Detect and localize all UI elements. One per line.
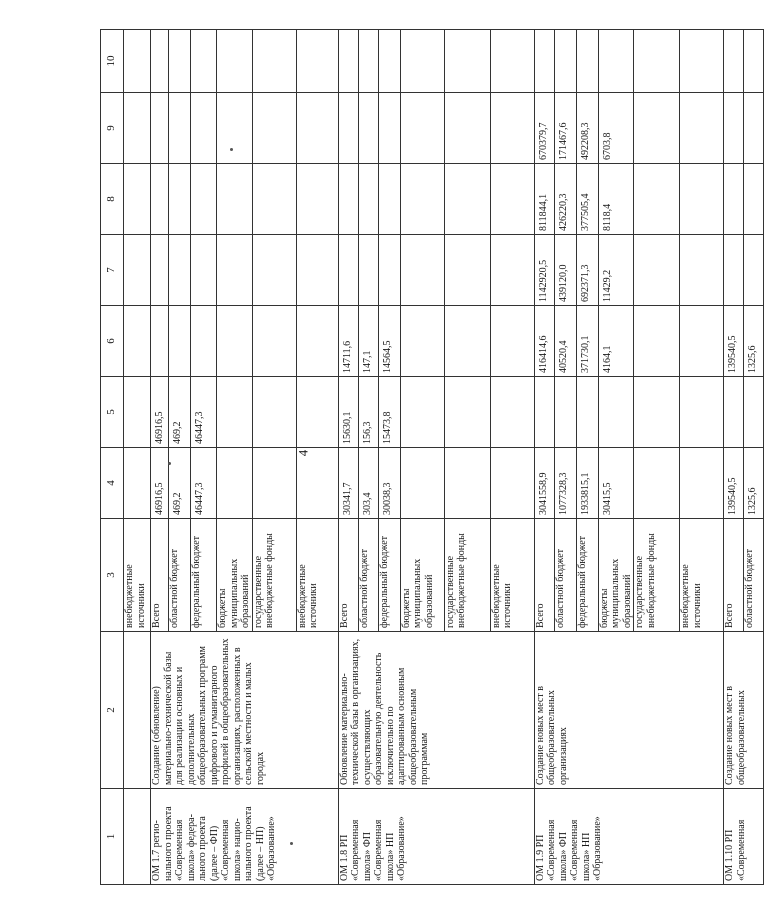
amount-cell	[151, 235, 169, 306]
funding-source-cell: областной бюджет	[554, 519, 576, 632]
amount-cell	[680, 164, 724, 235]
amount-cell	[444, 377, 490, 448]
funding-source-cell: областной бюджет	[744, 519, 764, 632]
amount-cell	[338, 164, 358, 235]
amount-cell: 371730,1	[576, 306, 598, 377]
amount-cell	[169, 30, 191, 93]
continuation-row	[124, 30, 151, 885]
funding-source-cell: Всего	[338, 519, 358, 632]
amount-cell	[217, 164, 253, 235]
measure-code-cell: ОМ 1.7 регио-нального проекта «Современная школа» федера-льного проекта (далее – ФП) «Современная школа» нацио-нального проекта (далее – НП) «Образование»	[151, 789, 339, 885]
amount-cell	[191, 93, 217, 164]
amount-cell: 811844,1	[534, 164, 554, 235]
amount-cell	[252, 164, 296, 235]
funding-source-cell: государственные внебюджетные фонды	[444, 519, 490, 632]
rotated-table-container	[100, 30, 758, 885]
amount-cell: 46916,5	[151, 448, 169, 519]
amount-cell	[169, 93, 191, 164]
amount-cell	[191, 30, 217, 93]
funding-source-cell: областной бюджет	[169, 519, 191, 632]
column-number: 6	[101, 306, 124, 377]
measure-description-cell: Создание (обновление) материально-технической базы для реализации основных и дополнительных общеобразовательных программ цифрового и гуманитарного профилей в общеобразовательных организациях, расположенных в сельской местности и малых городах	[151, 632, 339, 789]
table-body	[101, 30, 764, 885]
amount-cell	[378, 30, 400, 93]
amount-cell: 30341,7	[338, 448, 358, 519]
funding-source-cell: внебюджетные источники	[124, 519, 151, 632]
amount-cell	[338, 235, 358, 306]
amount-cell	[598, 30, 634, 93]
table-row	[534, 30, 554, 885]
amount-cell	[680, 93, 724, 164]
amount-cell	[358, 93, 378, 164]
amount-cell: 1142920,5	[534, 235, 554, 306]
scan-speck	[168, 462, 171, 465]
column-number-row	[101, 30, 124, 885]
amount-cell: 14711,6	[338, 306, 358, 377]
amount-cell	[358, 235, 378, 306]
amount-cell	[634, 93, 680, 164]
funding-source-cell: государственные внебюджетные фонды	[252, 519, 296, 632]
amount-cell	[744, 30, 764, 93]
amount-cell: 1325,6	[744, 448, 764, 519]
scan-speck	[290, 842, 293, 845]
column-number: 3	[101, 519, 124, 632]
amount-cell	[296, 93, 338, 164]
amount-cell	[151, 306, 169, 377]
funding-source-cell: Всего	[151, 519, 169, 632]
amount-cell	[490, 448, 534, 519]
cell-empty	[124, 448, 151, 519]
table-row	[338, 30, 358, 885]
amount-cell	[358, 164, 378, 235]
funding-source-cell: областной бюджет	[358, 519, 378, 632]
column-number: 4	[101, 448, 124, 519]
amount-cell	[169, 235, 191, 306]
amount-cell	[490, 306, 534, 377]
amount-cell	[680, 306, 724, 377]
amount-cell: 6703,8	[598, 93, 634, 164]
cell-empty	[124, 377, 151, 448]
amount-cell	[444, 235, 490, 306]
amount-cell	[400, 235, 444, 306]
amount-cell	[554, 377, 576, 448]
amount-cell: 492208,3	[576, 93, 598, 164]
amount-cell	[378, 235, 400, 306]
amount-cell: 469,2	[169, 377, 191, 448]
amount-cell	[490, 30, 534, 93]
amount-cell: 46447,3	[191, 448, 217, 519]
amount-cell	[744, 235, 764, 306]
amount-cell	[217, 30, 253, 93]
amount-cell	[296, 164, 338, 235]
amount-cell	[217, 235, 253, 306]
column-number: 7	[101, 235, 124, 306]
amount-cell	[252, 448, 296, 519]
amount-cell	[634, 306, 680, 377]
measure-code-cell: ОМ 1.8 РП «Современная школа» ФП «Современная школа» НП «Образование»	[338, 789, 534, 885]
funding-source-cell: бюджеты муниципальных образований	[598, 519, 634, 632]
scan-speck	[230, 148, 233, 151]
amount-cell	[217, 93, 253, 164]
column-number: 9	[101, 93, 124, 164]
funding-source-cell: внебюджетные источники	[490, 519, 534, 632]
amount-cell	[338, 93, 358, 164]
amount-cell	[252, 377, 296, 448]
amount-cell	[634, 164, 680, 235]
amount-cell	[252, 306, 296, 377]
amount-cell	[724, 164, 744, 235]
amount-cell	[400, 377, 444, 448]
amount-cell: 30038,3	[378, 448, 400, 519]
cell-empty	[124, 789, 151, 885]
amount-cell: 11429,2	[598, 235, 634, 306]
amount-cell	[490, 164, 534, 235]
amount-cell: 303,4	[358, 448, 378, 519]
amount-cell: 692371,3	[576, 235, 598, 306]
funding-source-cell: государственные внебюджетные фонды	[634, 519, 680, 632]
cell-empty	[124, 30, 151, 93]
amount-cell	[252, 93, 296, 164]
amount-cell: 15473,8	[378, 377, 400, 448]
column-number: 2	[101, 632, 124, 789]
cell-empty	[124, 632, 151, 789]
amount-cell: 139540,5	[724, 306, 744, 377]
amount-cell	[634, 448, 680, 519]
amount-cell: 1933815,1	[576, 448, 598, 519]
amount-cell	[296, 235, 338, 306]
measure-description-cell: Обновление материально-технической базы в организациях, осуществляющих образовательную деятельность исключительно по адаптированным основным общеобразовательным программам	[338, 632, 534, 789]
amount-cell: 469,2	[169, 448, 191, 519]
amount-cell	[724, 93, 744, 164]
funding-source-cell: Всего	[534, 519, 554, 632]
amount-cell: 439120,0	[554, 235, 576, 306]
amount-cell	[338, 30, 358, 93]
amount-cell	[217, 448, 253, 519]
amount-cell	[680, 377, 724, 448]
amount-cell	[400, 30, 444, 93]
amount-cell	[252, 235, 296, 306]
funding-source-cell: федеральный бюджет	[191, 519, 217, 632]
amount-cell	[444, 164, 490, 235]
amount-cell	[217, 377, 253, 448]
amount-cell: 1077328,3	[554, 448, 576, 519]
amount-cell: 1325,6	[744, 306, 764, 377]
amount-cell	[554, 30, 576, 93]
amount-cell: 139540,5	[724, 448, 744, 519]
amount-cell	[296, 30, 338, 93]
column-number: 10	[101, 30, 124, 93]
amount-cell	[252, 30, 296, 93]
amount-cell	[169, 164, 191, 235]
measure-description-cell: Создание новых мест в общеобразовательных	[724, 632, 764, 789]
measure-code-cell: ОМ 1.10 РП «Современная	[724, 789, 764, 885]
budget-table	[100, 29, 764, 885]
funding-source-cell: бюджеты муниципальных образований	[400, 519, 444, 632]
amount-cell: 3041558,9	[534, 448, 554, 519]
amount-cell	[296, 306, 338, 377]
amount-cell	[191, 235, 217, 306]
amount-cell: 147,1	[358, 306, 378, 377]
amount-cell: 4164,1	[598, 306, 634, 377]
amount-cell: 40520,4	[554, 306, 576, 377]
amount-cell: 14564,5	[378, 306, 400, 377]
amount-cell	[724, 30, 744, 93]
amount-cell	[191, 306, 217, 377]
amount-cell	[680, 448, 724, 519]
amount-cell	[358, 30, 378, 93]
amount-cell: 670379,7	[534, 93, 554, 164]
cell-empty	[124, 235, 151, 306]
amount-cell	[490, 93, 534, 164]
amount-cell: 377505,4	[576, 164, 598, 235]
amount-cell	[534, 377, 554, 448]
amount-cell	[296, 448, 338, 519]
amount-cell	[634, 377, 680, 448]
amount-cell	[744, 164, 764, 235]
amount-cell	[151, 30, 169, 93]
amount-cell: 426220,3	[554, 164, 576, 235]
measure-code-cell: ОМ 1.9 РП «Современная школа» ФП «Современная школа» НП «Образование»	[534, 789, 724, 885]
amount-cell	[744, 93, 764, 164]
amount-cell	[191, 164, 217, 235]
measure-description-cell: Создание новых мест в общеобразовательных организациях	[534, 632, 724, 789]
amount-cell	[400, 448, 444, 519]
page-number: 4	[295, 449, 311, 457]
funding-source-cell: внебюджетные источники	[296, 519, 338, 632]
cell-empty	[124, 93, 151, 164]
funding-source-cell: Всего	[724, 519, 744, 632]
column-number: 5	[101, 377, 124, 448]
amount-cell	[400, 164, 444, 235]
amount-cell	[744, 377, 764, 448]
amount-cell	[444, 306, 490, 377]
table-row	[724, 30, 744, 885]
amount-cell: 156,3	[358, 377, 378, 448]
amount-cell: 171467,6	[554, 93, 576, 164]
amount-cell	[634, 235, 680, 306]
amount-cell	[217, 306, 253, 377]
amount-cell	[576, 30, 598, 93]
column-number: 8	[101, 164, 124, 235]
amount-cell: 8118,4	[598, 164, 634, 235]
amount-cell	[490, 235, 534, 306]
column-number: 1	[101, 789, 124, 885]
amount-cell	[724, 235, 744, 306]
amount-cell	[724, 377, 744, 448]
amount-cell	[598, 377, 634, 448]
table-row	[151, 30, 169, 885]
amount-cell	[151, 164, 169, 235]
amount-cell	[378, 93, 400, 164]
amount-cell	[444, 93, 490, 164]
amount-cell	[534, 30, 554, 93]
amount-cell	[400, 306, 444, 377]
amount-cell: 416414,6	[534, 306, 554, 377]
funding-source-cell: внебюджетные источники	[680, 519, 724, 632]
amount-cell	[296, 377, 338, 448]
amount-cell	[151, 93, 169, 164]
amount-cell	[378, 164, 400, 235]
cell-empty	[124, 306, 151, 377]
amount-cell: 46447,3	[191, 377, 217, 448]
amount-cell: 15630,1	[338, 377, 358, 448]
amount-cell	[400, 93, 444, 164]
amount-cell	[576, 377, 598, 448]
amount-cell	[680, 30, 724, 93]
amount-cell: 30415,5	[598, 448, 634, 519]
amount-cell: 46916,5	[151, 377, 169, 448]
amount-cell	[634, 30, 680, 93]
funding-source-cell: федеральный бюджет	[378, 519, 400, 632]
amount-cell	[444, 30, 490, 93]
cell-empty	[124, 164, 151, 235]
funding-source-cell: бюджеты муниципальных образований	[217, 519, 253, 632]
amount-cell	[444, 448, 490, 519]
amount-cell	[169, 306, 191, 377]
amount-cell	[680, 235, 724, 306]
amount-cell	[490, 377, 534, 448]
funding-source-cell: федеральный бюджет	[576, 519, 598, 632]
